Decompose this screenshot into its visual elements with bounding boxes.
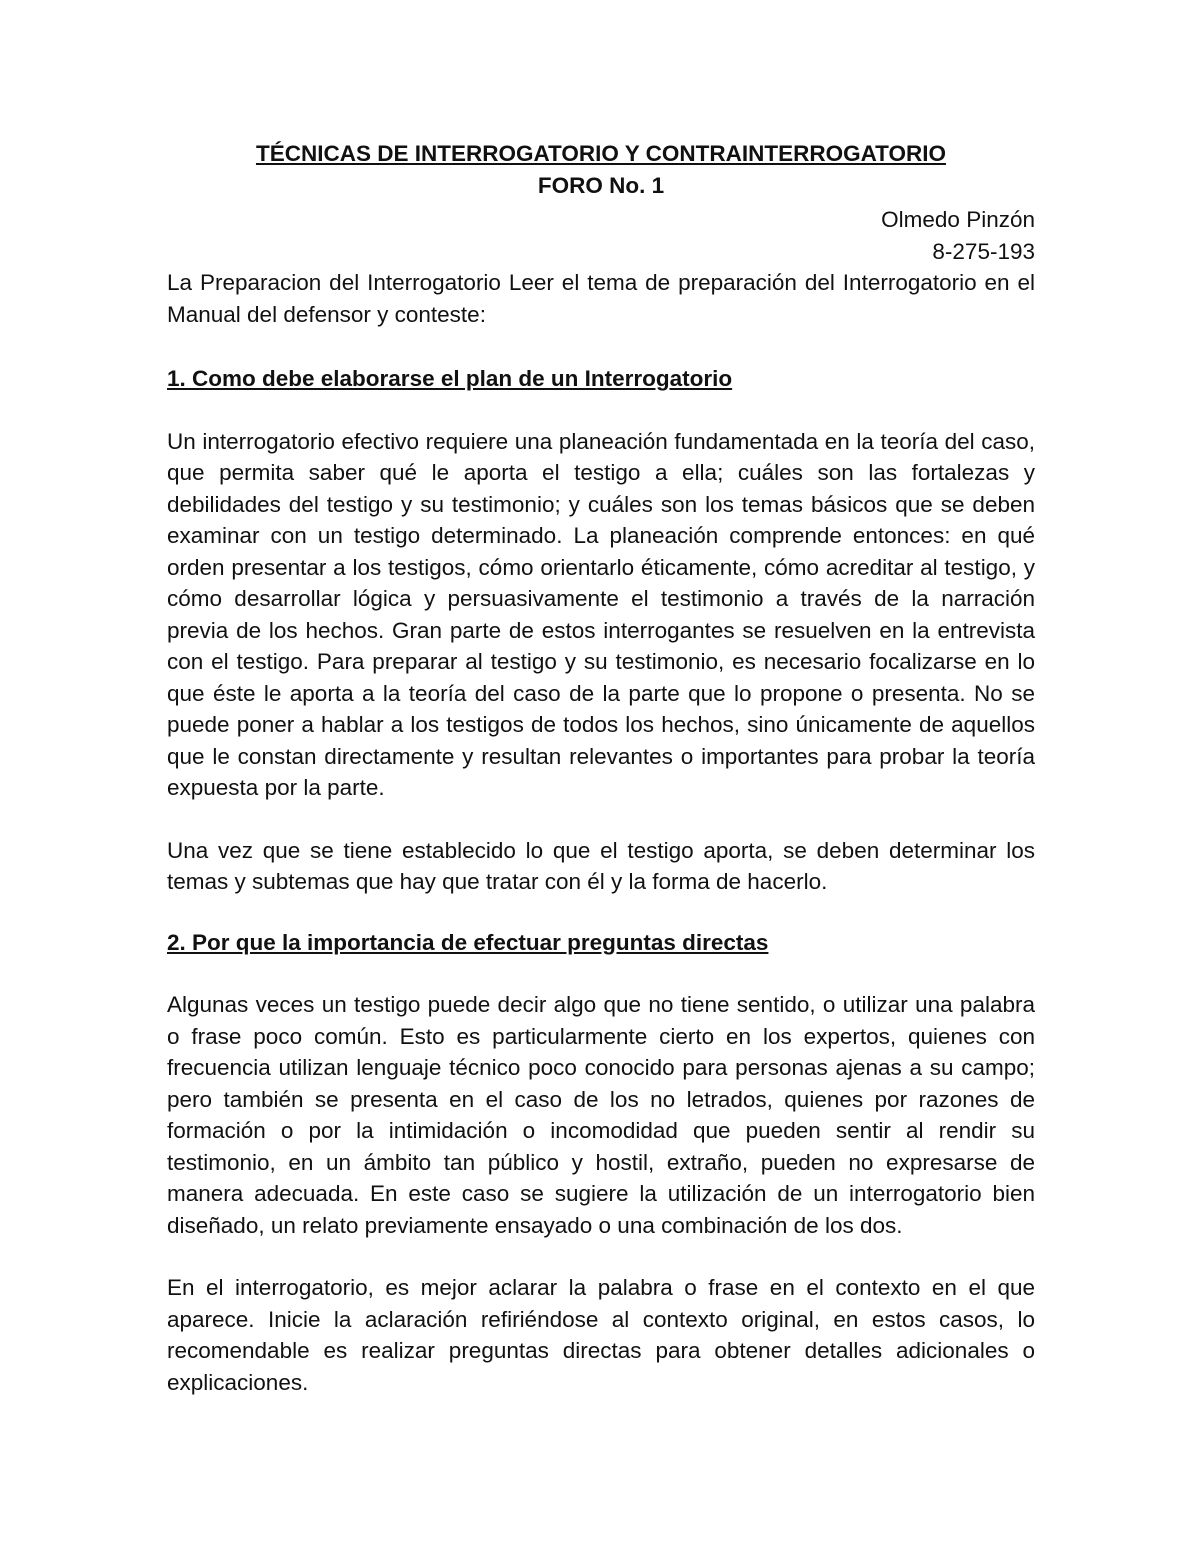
question-2-paragraph-2: En el interrogatorio, es mejor aclarar la palabra o frase en el contexto en el que aparece. Inicie la aclaración refiriéndose al contexto original, en estos casos, lo recomendable es realizar preguntas directas para obtener detalles adicionales o explicaciones.: [167, 1275, 1035, 1395]
intro-paragraph: La Preparacion del Interrogatorio Leer el tema de preparación del Interrogatorio en el Manual del defensor y conteste:: [167, 270, 1035, 327]
question-2-paragraph-1: Algunas veces un testigo puede decir algo que no tiene sentido, o utilizar una palabra o frase poco común. Esto es particularmente cierto en los expertos, quienes con frecuencia utilizan lenguaje técnico poco conocido para personas ajenas a su campo; pero también se presenta en el caso de los no letrados, quienes por razones de formación o por la intimidación o incomodidad que pueden sentir al rendir su testimonio, en un ámbito tan público y hostil, extraño, pueden no expresarse de manera adecuada. En este caso se sugiere la utilización de un interrogatorio bien diseñado, un relato previamente ensayado o una combinación de los dos.: [167, 992, 1035, 1238]
question-1-heading: 1. Como debe elaborarse el plan de un Interrogatorio: [167, 366, 733, 391]
question-2-heading: 2. Por que la importancia de efectuar preguntas directas: [167, 929, 769, 955]
author-name: Olmedo Pinzón: [881, 207, 1035, 232]
document-title: TÉCNICAS DE INTERROGATORIO Y CONTRAINTERROGATORIO: [255, 141, 947, 166]
author-id-number: 8-275-193: [932, 238, 1035, 264]
document-body: [167, 138, 1035, 1398]
question-1-paragraph-2: Una vez que se tiene establecido lo que el testigo aporta, se deben determinar los temas y subtemas que hay que tratar con él y la forma de hacerlo.: [167, 837, 1035, 894]
question-1-paragraph-1: Un interrogatorio efectivo requiere una planeación fundamentada en la teoría del caso, que permita saber qué le aporta el testigo a ella; cuáles son las fortalezas y debilidades del testigo y su testimonio; y cuáles son los temas básicos que se deben examinar con un testigo determinado. La planeación comprende entonces: en qué orden presentar a los testigos, cómo orientarlo éticamente, cómo acreditar al testigo, y cómo desarrollar lógica y persuasivamente el testimonio a través de la narración previa de los hechos. Gran parte de estos interrogantes se resuelven en la entrevista con el testigo. Para preparar al testigo y su testimonio, es necesario focalizarse en lo que éste le aporta a la teoría del caso de la parte que lo propone o presenta. No se puede poner a hablar a los testigos de todos los hechos, sino únicamente de aquellos que le constan directamente y resultan relevantes o importantes para probar la teoría expuesta por la parte.: [167, 428, 1035, 800]
forum-label: FORO No. 1: [537, 172, 665, 198]
